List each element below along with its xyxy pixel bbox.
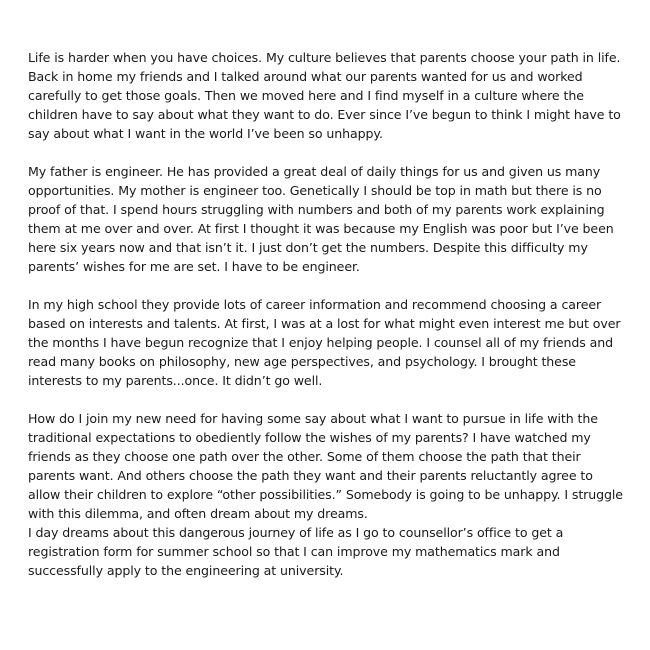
paragraph-day-dreams: I day dreams about this dangerous journey of life as I go to counsellor’s office to get a registration form for summer school so that I can improve my mathematics mark and successfully apply to the engineering at university.: [28, 525, 564, 578]
paragraph-career-interests: In my high school they provide lots of career information and recommend choosing a career based on interests and talents. At first, I was at a lost for what might even interest me but over the months I have begun recognize that I enjoy helping people. I counsel all of my friends and read many books on philosophy, new age perspectives, and psychology. I brought these interests to my parents...once. It didn’t go well.: [28, 297, 621, 388]
paragraph-choices: Life is harder when you have choices. My culture believes that parents choose your path in life. Back in home my friends and I talked around what our parents wanted for us and worked carefully to get those goals. Then we moved here and I find myself in a culture where the children have to say about what they want to do. Ever since I’ve begun to think I might have to say about what I want in the world I’ve been so unhappy.: [28, 50, 621, 141]
paragraph-parents-engineers: My father is engineer. He has provided a great deal of daily things for us and given us many opportunities. My mother is engineer too. Genetically I should be top in math but there is no proof of that. I spend hours struggling with numbers and both of my parents work explaining them at me over and over. At first I thought it was because my English was poor but I’ve been here six years now and that isn’t it. I just don’t get the numbers. Despite this difficulty my parents’ wishes for me are set. I have to be engineer.: [28, 164, 614, 274]
paragraph-dilemma: How do I join my new need for having some say about what I want to pursue in life with the traditional expectations to obediently follow the wishes of my parents? I have watched my friends as they choose one path over the other. Some of them choose the path that their parents want. And others choose the path they want and their parents reluctantly agree to allow their children to explore “other possibilities.” Somebody is going to be unhappy. I struggle with this dilemma, and often dream about my dreams.: [28, 411, 623, 521]
essay-document: [28, 48, 628, 580]
